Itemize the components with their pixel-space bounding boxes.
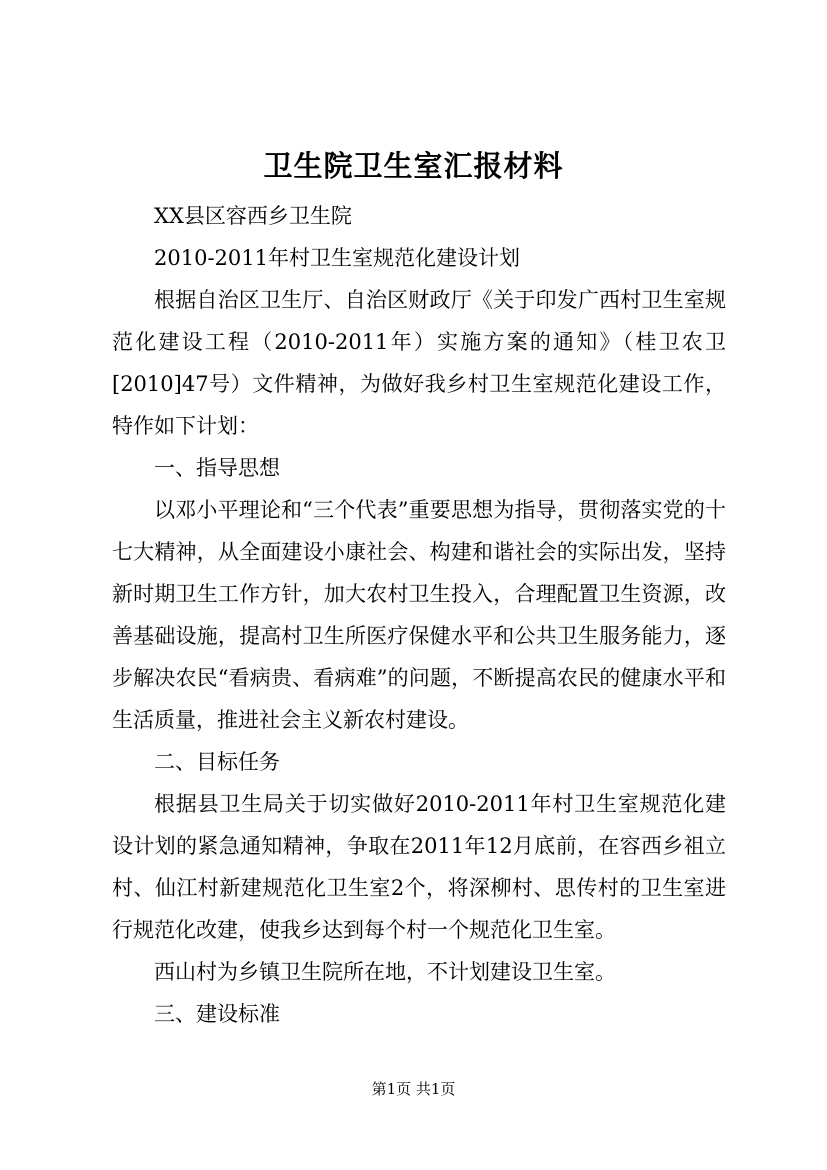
guiding-thought-paragraph: 以邓小平理论和“三个代表”重要思想为指导，贯彻落实党的十七大精神，从全面建设小康社会、构建和谐社会的实际出发，坚持新时期卫生工作方针，加大农村卫生投入，合理配置卫生资源，改善基础设施，提高村卫生所医疗保健水平和公共卫生服务能力，逐步解决农民“看病贵、看病难”的问题，不断提高农民的健康水平和生活质量，推进社会主义新农村建设。 bbox=[112, 498, 726, 732]
issuer-line: XX县区容西乡卫生院 bbox=[154, 204, 352, 228]
section-heading-objectives: 二、目标任务 bbox=[154, 750, 280, 774]
intro-paragraph: 根据自治区卫生厅、自治区财政厅《关于印发广西村卫生室规范化建设工程（2010-2011年）实施方案的通知》（桂卫农卫[2010]47号）文件精神，为做好我乡村卫生室规范化建设工作，特作如下计划： bbox=[112, 288, 726, 438]
section-heading-standards: 三、建设标准 bbox=[154, 1002, 280, 1026]
xishan-village-note: 西山村为乡镇卫生院所在地，不计划建设卫生室。 bbox=[154, 960, 616, 984]
plan-title-line: 2010-2011年村卫生室规范化建设计划 bbox=[154, 246, 520, 270]
document-body bbox=[112, 195, 726, 1035]
page-number-footer: 第1页 共1页 bbox=[371, 1080, 456, 1098]
document-title: 卫生院卫生室汇报材料 bbox=[263, 149, 564, 183]
section-heading-guiding-thought: 一、指导思想 bbox=[154, 456, 280, 480]
objectives-paragraph: 根据县卫生局关于切实做好2010-2011年村卫生室规范化建设计划的紧急通知精神，争取在2011年12月底前，在容西乡祖立村、仙江村新建规范化卫生室2个，将深柳村、思传村的卫生室进行规范化改建，使我乡达到每个村一个规范化卫生室。 bbox=[112, 792, 726, 942]
